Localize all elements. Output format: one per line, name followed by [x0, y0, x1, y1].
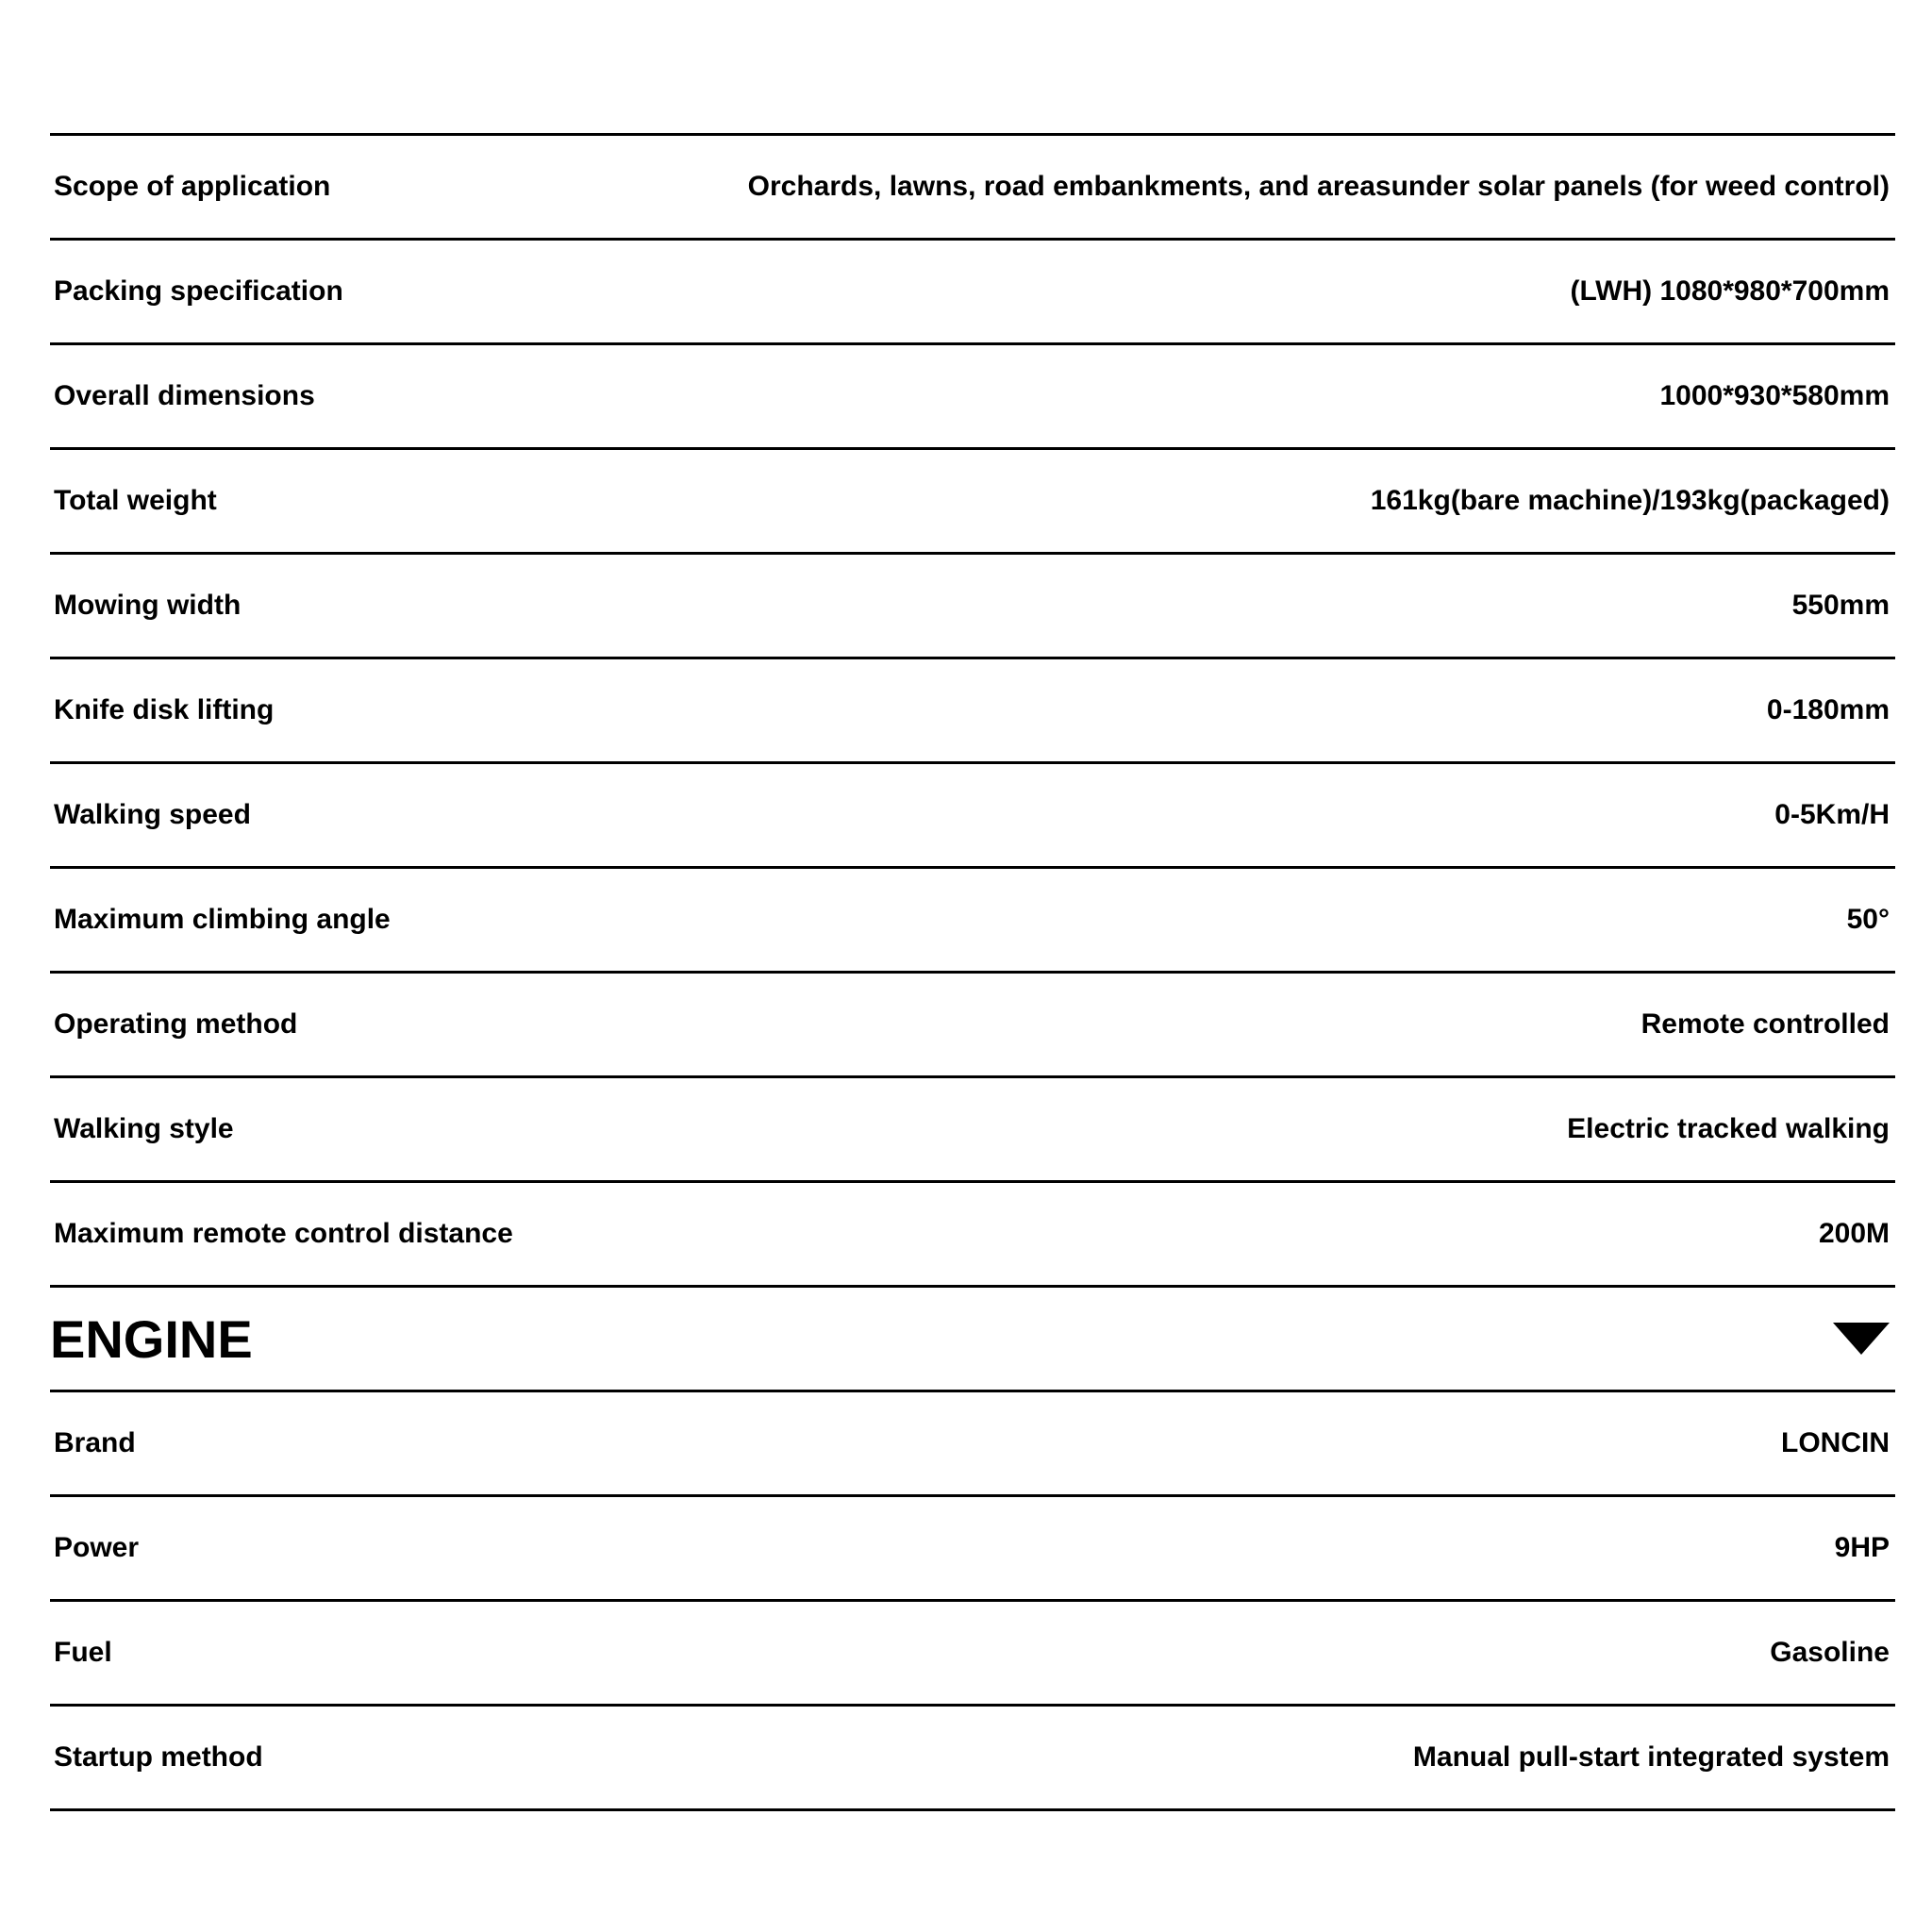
- spec-value: 200M: [1818, 1218, 1890, 1249]
- spec-row-mowing-width: [50, 555, 1895, 659]
- spec-label: Overall dimensions: [54, 380, 315, 411]
- spec-value: 0-5Km/H: [1774, 799, 1890, 830]
- spec-value: Orchards, lawns, road embankments, and areasunder solar panels (for weed control): [747, 171, 1890, 202]
- spec-label: Walking style: [54, 1113, 234, 1144]
- spec-row-brand: [50, 1392, 1895, 1497]
- spec-label: Packing specification: [54, 275, 343, 307]
- spec-row-knife-lifting: [50, 659, 1895, 764]
- caret-down-icon[interactable]: [1833, 1323, 1895, 1355]
- spec-label: Startup method: [54, 1741, 263, 1773]
- spec-row-packing: [50, 241, 1895, 345]
- spec-value: Remote controlled: [1641, 1008, 1890, 1040]
- spec-value: 161kg(bare machine)/193kg(packaged): [1370, 485, 1890, 516]
- spec-value: LONCIN: [1781, 1427, 1890, 1458]
- spec-row-weight: [50, 450, 1895, 555]
- spec-row-walking-speed: [50, 764, 1895, 869]
- spec-value: 1000*930*580mm: [1659, 380, 1890, 411]
- spec-row-scope: [50, 136, 1895, 241]
- spec-label: Knife disk lifting: [54, 694, 275, 725]
- spec-label: Fuel: [54, 1637, 112, 1668]
- spec-label: Power: [54, 1532, 140, 1563]
- caret-down-icon-shape: [1833, 1323, 1890, 1355]
- spec-label: Maximum climbing angle: [54, 904, 391, 935]
- spec-row-climbing-angle: [50, 869, 1895, 974]
- spec-value: 50°: [1846, 904, 1890, 935]
- spec-row-power: [50, 1497, 1895, 1602]
- spec-row-remote-distance: [50, 1183, 1895, 1288]
- spec-label: Scope of application: [54, 171, 331, 202]
- spec-row-fuel: [50, 1602, 1895, 1707]
- spec-row-operating-method: [50, 974, 1895, 1078]
- spec-value: Electric tracked walking: [1567, 1113, 1890, 1144]
- spec-value: Gasoline: [1770, 1637, 1890, 1668]
- spec-row-walking-style: [50, 1078, 1895, 1183]
- spec-label: Walking speed: [54, 799, 251, 830]
- spec-value: 0-180mm: [1766, 694, 1890, 725]
- section-title: ENGINE: [50, 1308, 253, 1369]
- spec-row-startup-method: [50, 1707, 1895, 1811]
- spec-label: Mowing width: [54, 590, 242, 621]
- spec-label: Total weight: [54, 485, 217, 516]
- spec-value: 550mm: [1791, 590, 1890, 621]
- spec-value: (LWH) 1080*980*700mm: [1570, 275, 1890, 307]
- spec-row-dimensions: [50, 345, 1895, 450]
- engine-section-header[interactable]: [50, 1288, 1895, 1392]
- spec-value: 9HP: [1834, 1532, 1890, 1563]
- spec-value: Manual pull-start integrated system: [1412, 1741, 1890, 1773]
- spec-label: Operating method: [54, 1008, 298, 1040]
- spec-sheet: [50, 133, 1895, 1811]
- spec-label: Maximum remote control distance: [54, 1218, 513, 1249]
- spec-label: Brand: [54, 1427, 136, 1458]
